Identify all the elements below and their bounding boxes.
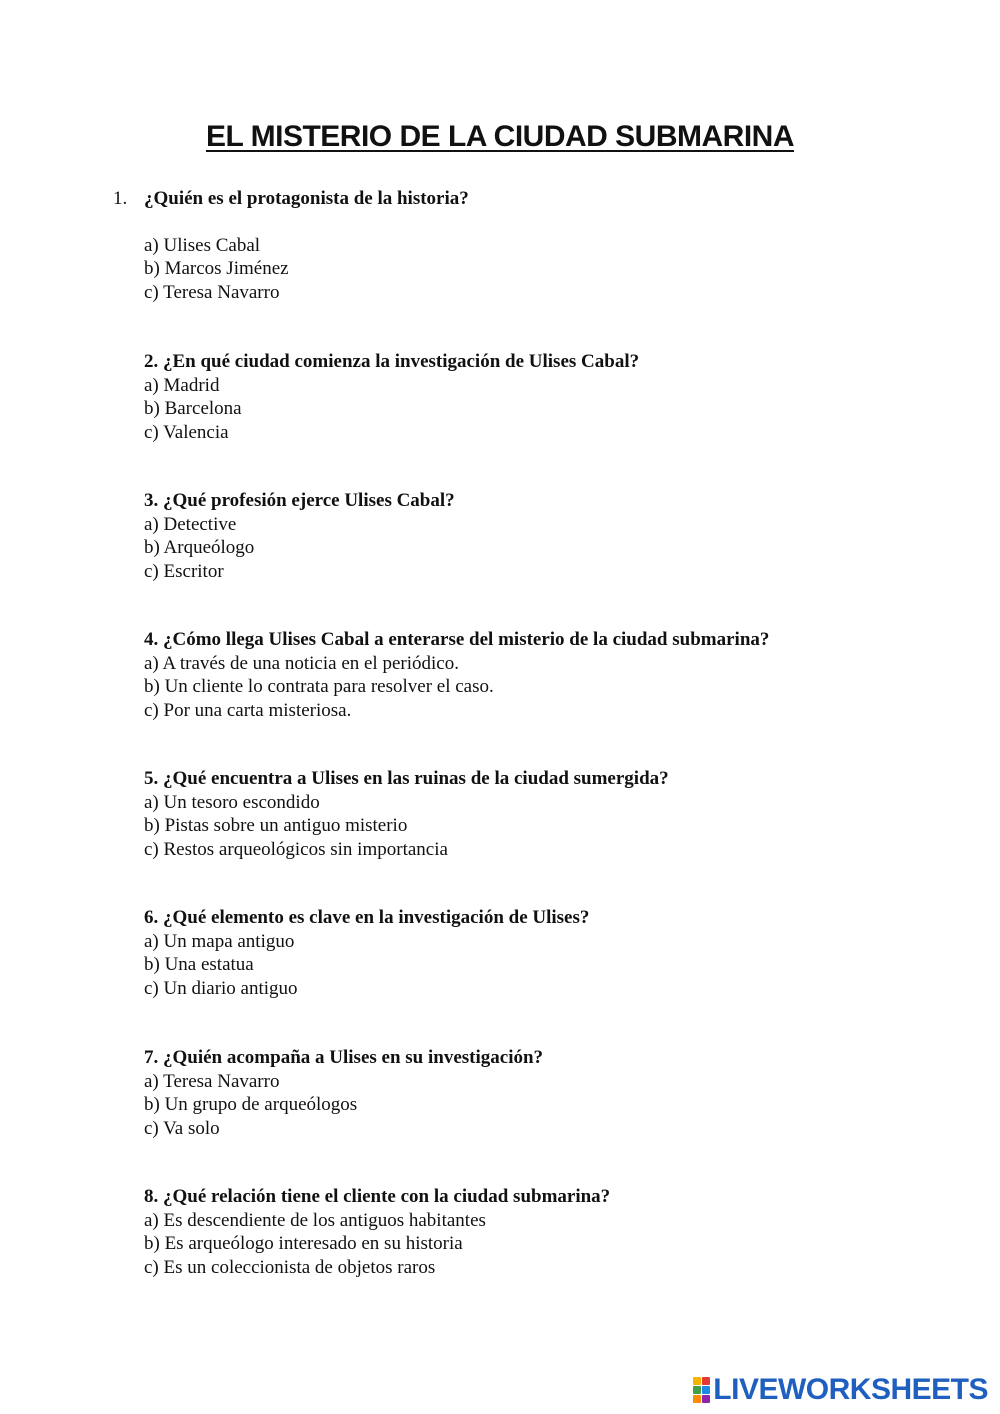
question-7-option-b: b) Un grupo de arqueólogos bbox=[144, 1094, 358, 1115]
question-6-option-a: a) Un mapa antiguo bbox=[144, 930, 295, 952]
question-6-text: 6. ¿Qué elemento es clave en la investigación de Ulises? bbox=[144, 907, 590, 928]
question-8-text: 8. ¿Qué relación tiene el cliente con la ciudad submarina? bbox=[144, 1186, 611, 1207]
question-8-option-a: a) Es descendiente de los antiguos habitantes bbox=[144, 1209, 486, 1231]
question-5-option-a: a) Un tesoro escondido bbox=[144, 791, 320, 813]
question-4-option-b: b) Un cliente lo contrata para resolver el caso. bbox=[144, 676, 494, 697]
liveworksheets-logo-text: LIVEWORKSHEETS bbox=[713, 1373, 988, 1406]
question-2-option-b: b) Barcelona bbox=[144, 398, 242, 419]
question-5-option-c: c) Restos arqueológicos sin importancia bbox=[144, 838, 448, 860]
question-1 bbox=[113, 187, 469, 304]
question-6-option-b: b) Una estatua bbox=[144, 954, 254, 975]
page-title: EL MISTERIO DE LA CIUDAD SUBMARINA bbox=[205, 120, 794, 153]
question-4-option-a: a) A través de una noticia en el periódico. bbox=[144, 652, 459, 674]
question-1-option-b: b) Marcos Jiménez bbox=[144, 258, 289, 279]
logo-square bbox=[702, 1386, 710, 1394]
question-4-option-c: c) Por una carta misteriosa. bbox=[144, 699, 352, 721]
question-3-option-c: c) Escritor bbox=[144, 560, 224, 582]
question-2-option-a: a) Madrid bbox=[144, 374, 220, 396]
logo-square bbox=[693, 1386, 701, 1394]
question-7-text: 7. ¿Quién acompaña a Ulises en su investigación? bbox=[144, 1047, 544, 1068]
question-3-option-a: a) Detective bbox=[144, 513, 237, 535]
question-5-text: 5. ¿Qué encuentra a Ulises en las ruinas de la ciudad sumergida? bbox=[144, 768, 669, 789]
question-7-option-a: a) Teresa Navarro bbox=[144, 1070, 280, 1092]
question-1-option-a: a) Ulises Cabal bbox=[144, 234, 261, 256]
question-2 bbox=[144, 350, 639, 444]
question-3 bbox=[144, 489, 455, 583]
logo-square bbox=[693, 1377, 701, 1385]
question-5-option-b: b) Pistas sobre un antiguo misterio bbox=[144, 815, 408, 836]
question-1-option-c: c) Teresa Navarro bbox=[144, 281, 280, 303]
question-1-text: 1. ¿Quién es el protagonista de la historia? bbox=[113, 188, 469, 209]
liveworksheets-logo-icon bbox=[693, 1377, 710, 1403]
question-7-option-c: c) Va solo bbox=[144, 1117, 220, 1139]
question-6 bbox=[144, 906, 589, 1000]
question-7 bbox=[144, 1046, 543, 1140]
logo-square bbox=[702, 1395, 710, 1403]
logo-square bbox=[702, 1377, 710, 1385]
question-5 bbox=[144, 767, 669, 861]
question-3-text: 3. ¿Qué profesión ejerce Ulises Cabal? bbox=[144, 490, 455, 511]
question-2-text: 2. ¿En qué ciudad comienza la investigación de Ulises Cabal? bbox=[144, 351, 640, 372]
question-4-text: 4. ¿Cómo llega Ulises Cabal a enterarse del misterio de la ciudad submarina? bbox=[144, 629, 770, 650]
question-8-option-b: b) Es arqueólogo interesado en su historia bbox=[144, 1233, 463, 1254]
question-8-option-c: c) Es un coleccionista de objetos raros bbox=[144, 1256, 436, 1278]
question-2-option-c: c) Valencia bbox=[144, 421, 229, 443]
question-1-number: 1. bbox=[113, 188, 128, 209]
question-4 bbox=[144, 628, 769, 722]
question-8 bbox=[144, 1185, 610, 1279]
question-6-option-c: c) Un diario antiguo bbox=[144, 977, 298, 999]
question-3-option-b: b) Arqueólogo bbox=[144, 537, 255, 558]
logo-square bbox=[693, 1395, 701, 1403]
liveworksheets-logo bbox=[693, 1372, 988, 1408]
